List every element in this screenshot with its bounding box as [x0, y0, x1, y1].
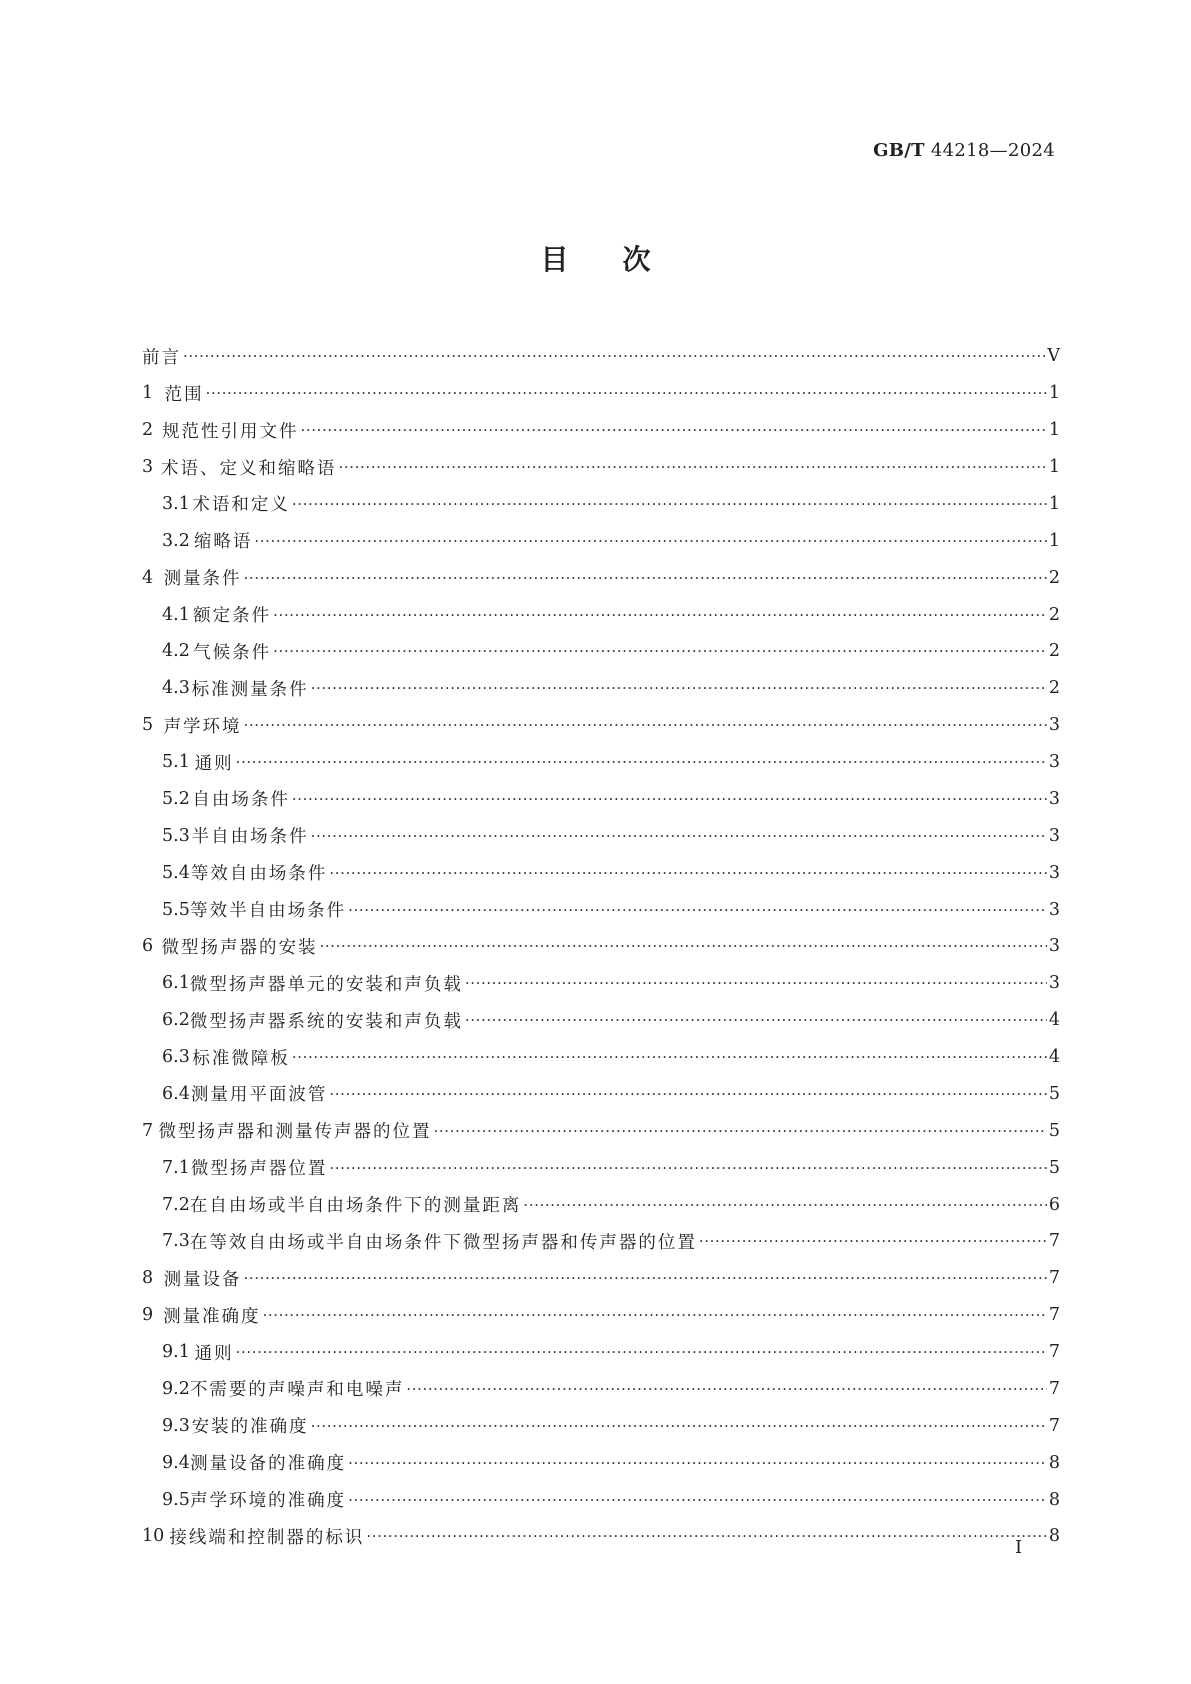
toc-entry-number: 7.2 [162, 1194, 190, 1215]
toc-entry-number: 4.3 [162, 678, 190, 699]
toc-entry-label: 测量用平面波管 [190, 1085, 328, 1106]
toc-entry-number: 3.2 [162, 530, 190, 551]
toc-entry-number: 4.2 [162, 641, 190, 662]
toc-leader-dots [406, 1380, 1047, 1398]
toc-entry-label: 测量设备的准确度 [190, 1454, 347, 1475]
toc-leader-dots [465, 1011, 1047, 1029]
toc-entry-number: 1 [142, 383, 154, 404]
toc-leader-dots [348, 1491, 1047, 1509]
toc-title: 目次 [540, 243, 705, 276]
toc-entry-page: 2 [1048, 567, 1060, 588]
toc-entry-page: 7 [1048, 1378, 1060, 1399]
toc-entry[interactable] [142, 633, 1060, 670]
toc-entry-label: 声学环境 [163, 716, 242, 737]
toc-leader-dots [244, 716, 1047, 734]
toc-entry-page: 1 [1048, 530, 1060, 551]
toc-entry-page: 3 [1048, 715, 1060, 736]
toc-entry[interactable] [142, 1186, 1060, 1223]
toc-entry-number: 6.2 [162, 1010, 190, 1031]
toc-entry-page: 2 [1048, 641, 1060, 662]
toc-entry-label: 微型扬声器的安装 [161, 937, 318, 958]
toc-entry[interactable] [142, 670, 1060, 707]
toc-entry-page: 7 [1048, 1342, 1060, 1363]
toc-leader-dots [292, 495, 1047, 513]
toc-entry-number: 5.4 [162, 862, 190, 883]
toc-entry-number: 5.5 [162, 899, 190, 920]
toc-leader-dots [348, 901, 1047, 919]
toc-entry-page: 6 [1048, 1194, 1060, 1215]
toc-entry-page: 8 [1048, 1452, 1060, 1473]
toc-entry-page: 7 [1048, 1415, 1060, 1436]
toc-entry[interactable] [142, 1481, 1060, 1518]
toc-entry-label: 通则 [194, 753, 234, 774]
toc-entry-label: 等效半自由场条件 [190, 901, 347, 922]
toc-leader-dots [183, 347, 1045, 365]
toc-leader-dots [273, 642, 1047, 660]
toc-entry-number: 5.3 [162, 825, 190, 846]
toc-leader-dots [366, 1527, 1046, 1545]
toc-entry[interactable] [142, 449, 1060, 486]
toc-entry-label: 安装的准确度 [191, 1417, 309, 1438]
toc-entry-label: 标准测量条件 [191, 679, 309, 700]
toc-entry-page: 3 [1048, 862, 1060, 883]
toc-entry[interactable] [142, 1260, 1060, 1297]
toc-leader-dots [329, 1159, 1046, 1177]
toc-entry-label: 额定条件 [193, 606, 272, 627]
toc-entry[interactable] [142, 781, 1060, 818]
toc-entry-number: 5.1 [162, 752, 190, 773]
toc-entry-label: 测量设备 [163, 1269, 242, 1290]
toc-entry[interactable] [142, 928, 1060, 965]
toc-entry[interactable] [142, 817, 1060, 854]
toc-entry-number: 7.3 [162, 1231, 190, 1252]
toc-entry-page: 3 [1048, 973, 1060, 994]
toc-leader-dots [311, 679, 1047, 697]
toc-leader-dots [292, 1048, 1047, 1066]
toc-entry-page: 3 [1048, 825, 1060, 846]
toc-entry-page: 4 [1048, 1010, 1060, 1031]
toc-entry-number: 4 [142, 567, 154, 588]
toc-entry-label: 标准微障板 [192, 1048, 290, 1069]
toc-entry[interactable] [142, 1039, 1060, 1076]
toc-entry-label: 缩略语 [193, 532, 253, 553]
toc-entry-page: 4 [1048, 1047, 1060, 1068]
toc-leader-dots [311, 827, 1047, 845]
toc-entry-page: 5 [1048, 1120, 1060, 1141]
toc-entry-number: 4.1 [162, 604, 190, 625]
toc-entry[interactable] [142, 1149, 1060, 1186]
toc-entry[interactable] [142, 522, 1060, 559]
toc-leader-dots [523, 1196, 1047, 1214]
toc-leader-dots [320, 937, 1047, 955]
toc-leader-dots [236, 753, 1047, 771]
page-folio: I [1015, 1537, 1023, 1558]
toc-entry-number: 9.4 [162, 1452, 190, 1473]
toc-leader-dots [254, 532, 1046, 550]
toc-entry-page: 1 [1048, 420, 1060, 441]
toc-entry-label: 半自由场条件 [191, 827, 309, 848]
toc-entry-page: 3 [1048, 899, 1060, 920]
toc-entry-number: 9.2 [162, 1378, 190, 1399]
toc-leader-dots [273, 606, 1047, 624]
toc-entry-page: 1 [1048, 493, 1060, 514]
toc-leader-dots [311, 1417, 1047, 1435]
toc-entry-number: 9.1 [162, 1342, 190, 1363]
toc-entry-label: 在等效自由场或半自由场条件下微型扬声器和传声器的位置 [189, 1232, 697, 1253]
toc-entry-label: 气候条件 [193, 642, 272, 663]
toc-entry[interactable] [142, 1076, 1060, 1113]
toc-entry-label: 微型扬声器和测量传声器的位置 [158, 1122, 432, 1143]
toc-leader-dots [339, 458, 1047, 476]
toc-entry[interactable] [142, 854, 1060, 891]
toc-entry-label: 术语、定义和缩略语 [161, 458, 337, 479]
toc-entry-number: 6 [142, 936, 154, 957]
toc-entry[interactable] [142, 486, 1060, 523]
toc-entry-label: 通则 [194, 1343, 234, 1364]
toc-entry[interactable] [142, 559, 1060, 596]
toc-entry-label: 声学环境的准确度 [190, 1491, 347, 1512]
toc-entry-label: 等效自由场条件 [190, 864, 328, 885]
toc-leader-dots [301, 421, 1047, 439]
toc-entry-page: 8 [1048, 1526, 1060, 1547]
toc-entry[interactable] [142, 1297, 1060, 1334]
toc-entry-page: 2 [1048, 678, 1060, 699]
toc-leader-dots [263, 1306, 1047, 1324]
toc-entry-number: 8 [142, 1268, 154, 1289]
toc-leader-dots [433, 1122, 1046, 1140]
toc-entry-label: 测量条件 [163, 569, 242, 590]
toc-entry-label: 在自由场或半自由场条件下的测量距离 [189, 1196, 522, 1217]
toc-entry-page: 1 [1048, 457, 1060, 478]
toc-entry-number: 3 [142, 457, 154, 478]
toc-entry-page: 3 [1048, 788, 1060, 809]
toc-entry-label: 微型扬声器位置 [190, 1159, 328, 1180]
toc-entry[interactable] [142, 338, 1060, 375]
toc-entry-label: 范围 [164, 384, 204, 405]
toc-entry-label: 测量准确度 [163, 1306, 261, 1327]
toc-leader-dots [206, 384, 1047, 402]
toc-entry[interactable] [142, 1223, 1060, 1260]
toc-leader-dots [329, 864, 1046, 882]
toc-entry[interactable] [142, 1112, 1060, 1149]
toc-entry-label: 规范性引用文件 [162, 421, 299, 442]
toc-leader-dots [244, 569, 1047, 587]
toc-entry[interactable] [142, 375, 1060, 412]
standard-code [873, 140, 1055, 161]
toc-entry-label: 自由场条件 [192, 790, 290, 811]
standard-number: 44218—2024 [930, 140, 1055, 161]
toc-entry-label: 术语和定义 [192, 495, 290, 516]
toc-entry[interactable] [142, 1444, 1060, 1481]
toc-entry-label: 前言 [142, 347, 181, 368]
toc-leader-dots [348, 1454, 1047, 1472]
toc-entry-page: 3 [1048, 752, 1060, 773]
toc-entry-page: 3 [1048, 936, 1060, 957]
toc-leader-dots [244, 1269, 1047, 1287]
toc-entry-page: 7 [1048, 1305, 1060, 1326]
toc-entry-page: 8 [1048, 1489, 1060, 1510]
toc-entry-page: 2 [1048, 604, 1060, 625]
toc-entry-number: 5.2 [162, 788, 190, 809]
toc-entry-number: 7.1 [162, 1157, 190, 1178]
toc-entry-page: 1 [1048, 383, 1060, 404]
toc-entry-number: 9.5 [162, 1489, 190, 1510]
standard-prefix: GB/T [873, 140, 925, 161]
toc-entry-number: 2 [142, 420, 154, 441]
toc-entry-label: 不需要的声噪声和电噪声 [189, 1380, 405, 1401]
toc-leader-dots [236, 1343, 1047, 1361]
toc-entry-number: 9.3 [162, 1415, 190, 1436]
toc-entry-page: 5 [1048, 1083, 1060, 1104]
toc-entry-page: 7 [1048, 1231, 1060, 1252]
toc-leader-dots [292, 790, 1047, 808]
toc-leader-dots [329, 1085, 1046, 1103]
toc-entry[interactable] [142, 1518, 1060, 1555]
toc-entry-number: 10 [142, 1526, 165, 1547]
toc-entry-label: 微型扬声器单元的安装和声负载 [189, 974, 463, 995]
toc-entry[interactable] [142, 1334, 1060, 1371]
toc-entry-page: V [1047, 346, 1060, 367]
toc-entry-number: 6.4 [162, 1083, 190, 1104]
toc-entry-number: 6.1 [162, 973, 190, 994]
toc-entry[interactable] [142, 596, 1060, 633]
toc-entry-number: 5 [142, 715, 154, 736]
toc-entry[interactable] [142, 1002, 1060, 1039]
toc-entry[interactable] [142, 707, 1060, 744]
toc-entry-label: 接线端和控制器的标识 [169, 1527, 365, 1548]
toc-entry[interactable] [142, 412, 1060, 449]
toc-entry[interactable] [142, 891, 1060, 928]
toc-entry-label: 微型扬声器系统的安装和声负载 [189, 1011, 463, 1032]
toc-entry-page: 7 [1048, 1268, 1060, 1289]
toc-entry-number: 6.3 [162, 1047, 190, 1068]
toc-entry[interactable] [142, 1371, 1060, 1408]
toc-entry-number: 7 [142, 1120, 154, 1141]
toc-entry-number: 9 [142, 1305, 154, 1326]
table-of-contents [142, 338, 1060, 1555]
toc-entry[interactable] [142, 1407, 1060, 1444]
toc-entry[interactable] [142, 965, 1060, 1002]
toc-leader-dots [465, 974, 1047, 992]
toc-entry-page: 5 [1048, 1157, 1060, 1178]
toc-entry-number: 3.1 [162, 493, 190, 514]
toc-entry[interactable] [142, 744, 1060, 781]
toc-leader-dots [699, 1232, 1047, 1250]
